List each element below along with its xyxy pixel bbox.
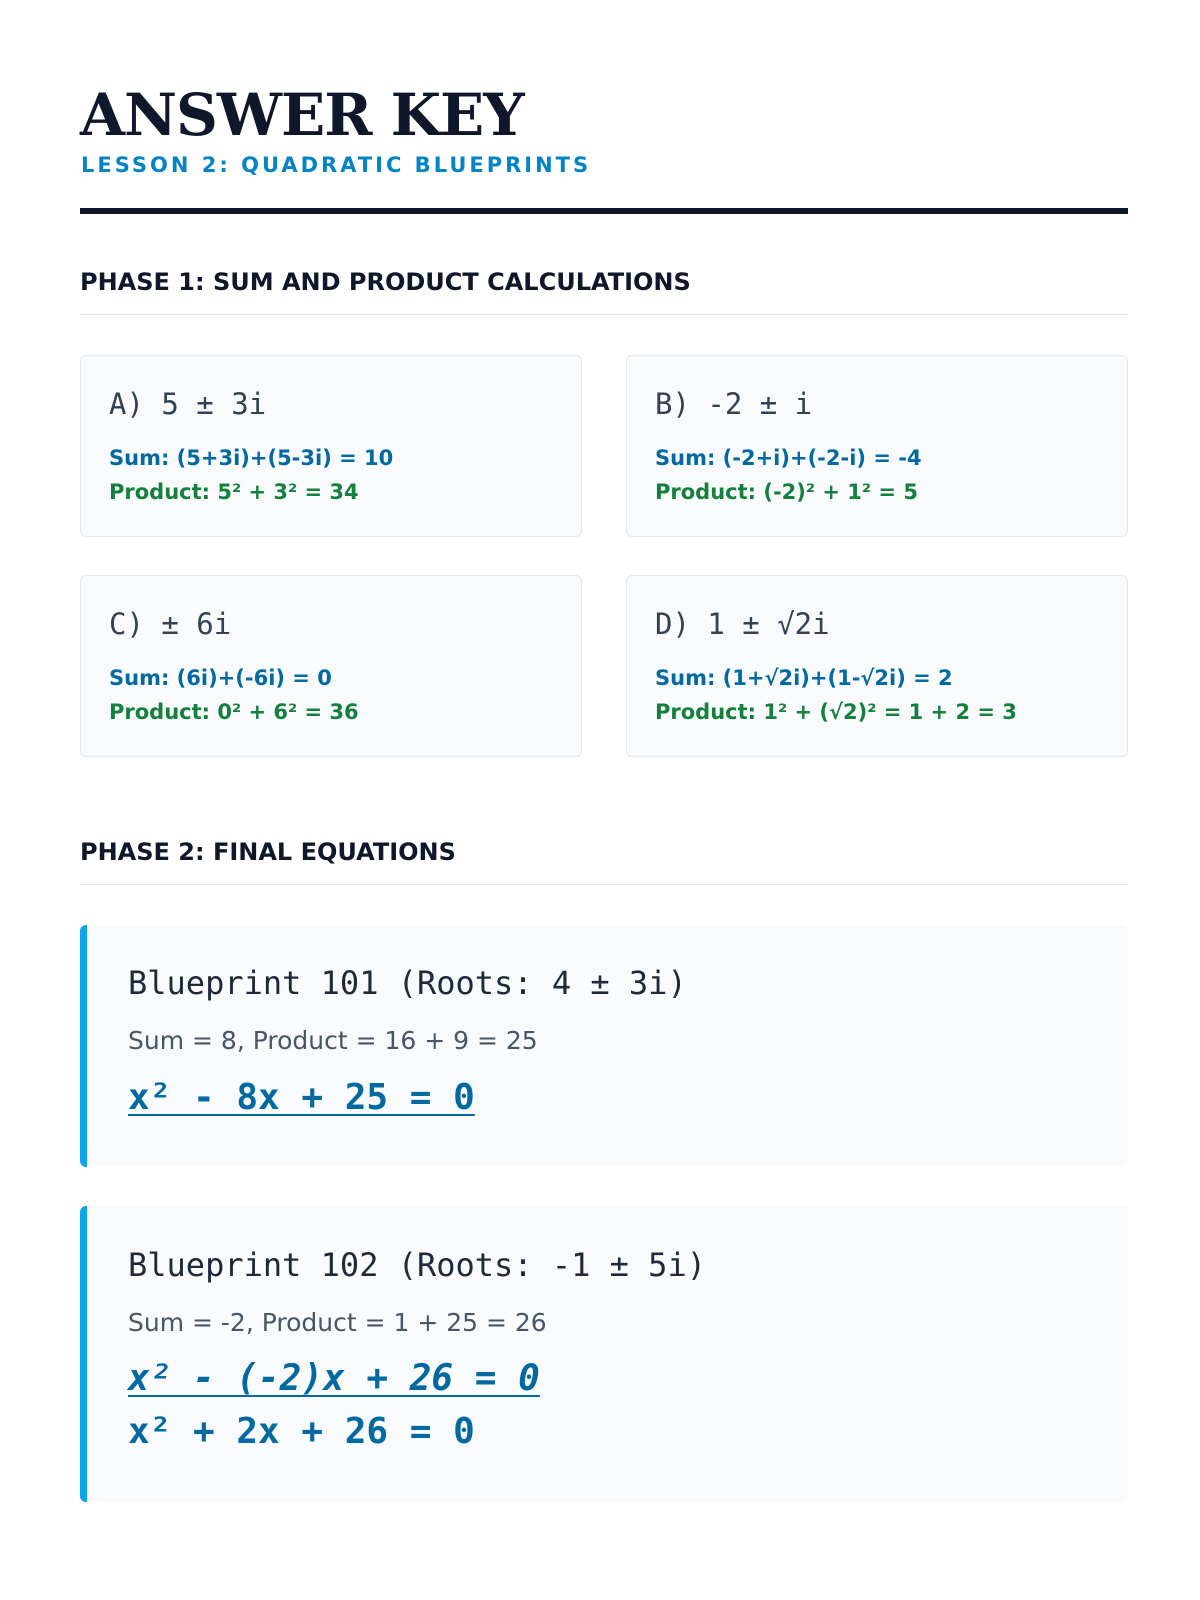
sum-calculation: Sum: (1+√2i)+(1-√2i) = 2: [655, 666, 953, 690]
page-subtitle: LESSON 2: QUADRATIC BLUEPRINTS: [81, 153, 592, 177]
product-calculation: Product: 5² + 3² = 34: [109, 480, 359, 504]
final-equation: x² - 8x + 25 = 0: [128, 1077, 475, 1118]
problem-label: D) 1 ± √2i: [655, 607, 830, 641]
blueprint-sum-product: Sum = 8, Product = 16 + 9 = 25: [128, 1026, 538, 1055]
final-equation: x² + 2x + 26 = 0: [128, 1411, 475, 1452]
phase-2-heading: PHASE 2: FINAL EQUATIONS: [80, 838, 456, 866]
problem-card-b: [626, 355, 1128, 537]
sum-calculation: Sum: (-2+i)+(-2-i) = -4: [655, 446, 922, 470]
problem-label: A) 5 ± 3i: [109, 387, 267, 421]
sum-calculation: Sum: (5+3i)+(5-3i) = 10: [109, 446, 394, 470]
unsimplified-equation: x² - (-2)x + 26 = 0: [128, 1358, 540, 1399]
blueprint-title: Blueprint 101 (Roots: 4 ± 3i): [128, 964, 687, 1002]
header-divider: [80, 208, 1128, 214]
page-title: ANSWER KEY: [80, 81, 524, 149]
phase-1-heading: PHASE 1: SUM AND PRODUCT CALCULATIONS: [80, 268, 691, 296]
sum-calculation: Sum: (6i)+(-6i) = 0: [109, 666, 332, 690]
blueprint-sum-product: Sum = -2, Product = 1 + 25 = 26: [128, 1308, 547, 1337]
phase-1-divider: [80, 314, 1128, 315]
product-calculation: Product: 0² + 6² = 36: [109, 700, 359, 724]
problem-label: B) -2 ± i: [655, 387, 813, 421]
problem-card-d: [626, 575, 1128, 757]
problem-card-c: [80, 575, 582, 757]
problem-card-a: [80, 355, 582, 537]
blueprint-101-card: [80, 925, 1128, 1167]
phase-2-divider: [80, 884, 1128, 885]
product-calculation: Product: (-2)² + 1² = 5: [655, 480, 918, 504]
product-calculation: Product: 1² + (√2)² = 1 + 2 = 3: [655, 700, 1017, 724]
blueprint-title: Blueprint 102 (Roots: -1 ± 5i): [128, 1246, 706, 1284]
problem-label: C) ± 6i: [109, 607, 232, 641]
blueprint-102-card: [80, 1206, 1128, 1502]
